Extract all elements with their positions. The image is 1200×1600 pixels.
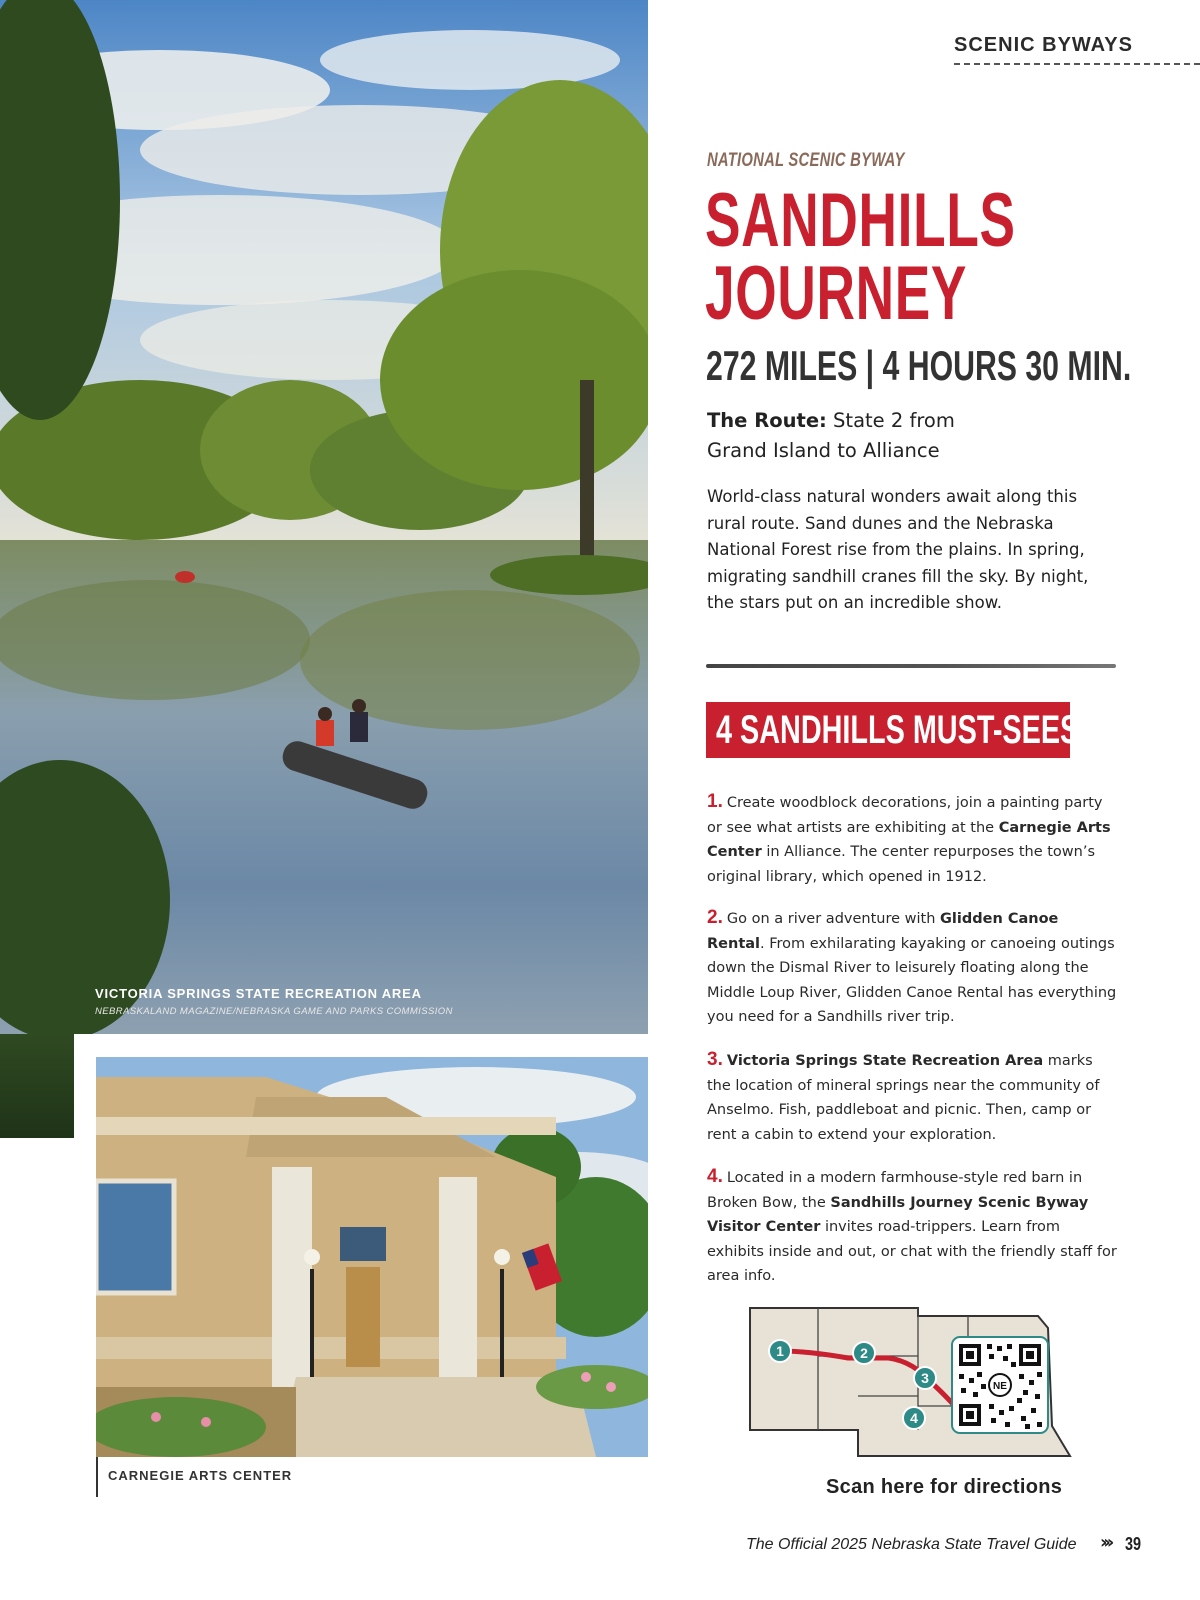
guide-title: The Official 2025 Nebraska State Travel Guide — [746, 1536, 1077, 1553]
section-label: SCENIC BYWAYS — [954, 34, 1133, 56]
page-title-line-1: SANDHILLS — [705, 178, 1016, 263]
list-item-number: 2. — [707, 907, 723, 928]
brush-divider — [706, 664, 1116, 668]
carnegie-photo — [96, 1057, 648, 1457]
route-text-1: State 2 from — [826, 409, 955, 432]
list-item-text: Create woodblock decorations, join a painting party or see what artists are exhibiting at the — [707, 795, 1103, 836]
list-item — [707, 1165, 1117, 1289]
must-sees-heading: 4 SANDHILLS MUST-SEES — [716, 708, 1080, 752]
qr-code-icon — [953, 1338, 1047, 1432]
map-marker-3 — [914, 1367, 936, 1389]
page-number: 39 — [1125, 1534, 1142, 1554]
chevron-right-icon: ››› — [1100, 1532, 1111, 1553]
qr-code[interactable] — [951, 1336, 1049, 1434]
list-item-highlight: Carnegie Arts Center — [707, 819, 1111, 860]
list-item-number: 4. — [707, 1166, 723, 1187]
list-item-text: in Alliance. The center repurposes the town’s original library, which opened in 1912. — [707, 844, 1095, 885]
svg-text:3: 3 — [921, 1370, 929, 1386]
list-item-text: marks the location of mineral springs near the community of Anselmo. Fish, paddleboat and picnic. Then, camp or rent a cabin to extend your exploration. — [707, 1053, 1100, 1143]
map-marker-4 — [903, 1407, 925, 1429]
lake-photo-caption: VICTORIA SPRINGS STATE RECREATION AREA — [95, 986, 422, 1001]
list-item-highlight: Victoria Springs State Recreation Area — [726, 1053, 1044, 1069]
carnegie-photo-illustration — [96, 1057, 648, 1457]
list-item — [707, 790, 1117, 889]
scan-directions-label: Scan here for directions — [826, 1476, 1063, 1498]
map-marker-2 — [853, 1342, 875, 1364]
svg-text:1: 1 — [776, 1343, 784, 1359]
list-item-text: invites road-trippers. Learn from exhibits inside and out, or chat with the friendly staff for area info. — [707, 1219, 1117, 1284]
route-description — [707, 406, 1127, 466]
carnegie-caption-rule — [96, 1457, 98, 1497]
list-item-number: 3. — [707, 1049, 723, 1070]
intro-paragraph: World-class natural wonders await along this rural route. Sand dunes and the Nebraska National Forest rise from the plains. In spring, migrating sandhill cranes fill the sky. By night, the stars put on an incredible show. — [707, 487, 1089, 612]
photo-edge-strip — [0, 1034, 74, 1138]
list-item-highlight: Glidden Canoe Rental — [707, 911, 1059, 952]
lake-photo — [0, 0, 648, 1034]
list-item-text: . From exhilarating kayaking or canoeing outings down the Dismal River to leisurely floating along the Middle Loup River, Glidden Canoe Rental has everything you need for a Sandhills river trip. — [707, 935, 1117, 1025]
carnegie-photo-caption: CARNEGIE ARTS CENTER — [108, 1468, 293, 1483]
page-title-line-2: JOURNEY — [705, 251, 968, 336]
list-item-text: Located in a modern farmhouse-style red barn in Broken Bow, the — [707, 1170, 1083, 1211]
map-marker-1 — [769, 1340, 791, 1362]
route-distance: 272 MILES | 4 HOURS 30 MIN. — [706, 342, 1132, 389]
lake-photo-credit: NEBRASKALAND MAGAZINE/NEBRASKA GAME AND PARKS COMMISSION — [95, 1006, 453, 1017]
route-text-2: Grand Island to Alliance — [707, 439, 940, 462]
byway-kicker: NATIONAL SCENIC BYWAY — [707, 150, 905, 171]
list-item-text: Go on a river adventure with — [726, 911, 941, 927]
list-item — [707, 906, 1117, 1030]
list-item-highlight: Sandhills Journey Scenic Byway Visitor Center — [707, 1194, 1089, 1235]
list-item-number: 1. — [707, 791, 723, 812]
section-divider — [954, 63, 1200, 65]
route-label: The Route: — [707, 409, 827, 432]
list-item — [707, 1048, 1117, 1147]
svg-text:NE: NE — [993, 1381, 1007, 1392]
svg-text:2: 2 — [860, 1345, 868, 1361]
svg-text:4: 4 — [910, 1410, 918, 1426]
lake-photo-illustration — [0, 0, 648, 1034]
